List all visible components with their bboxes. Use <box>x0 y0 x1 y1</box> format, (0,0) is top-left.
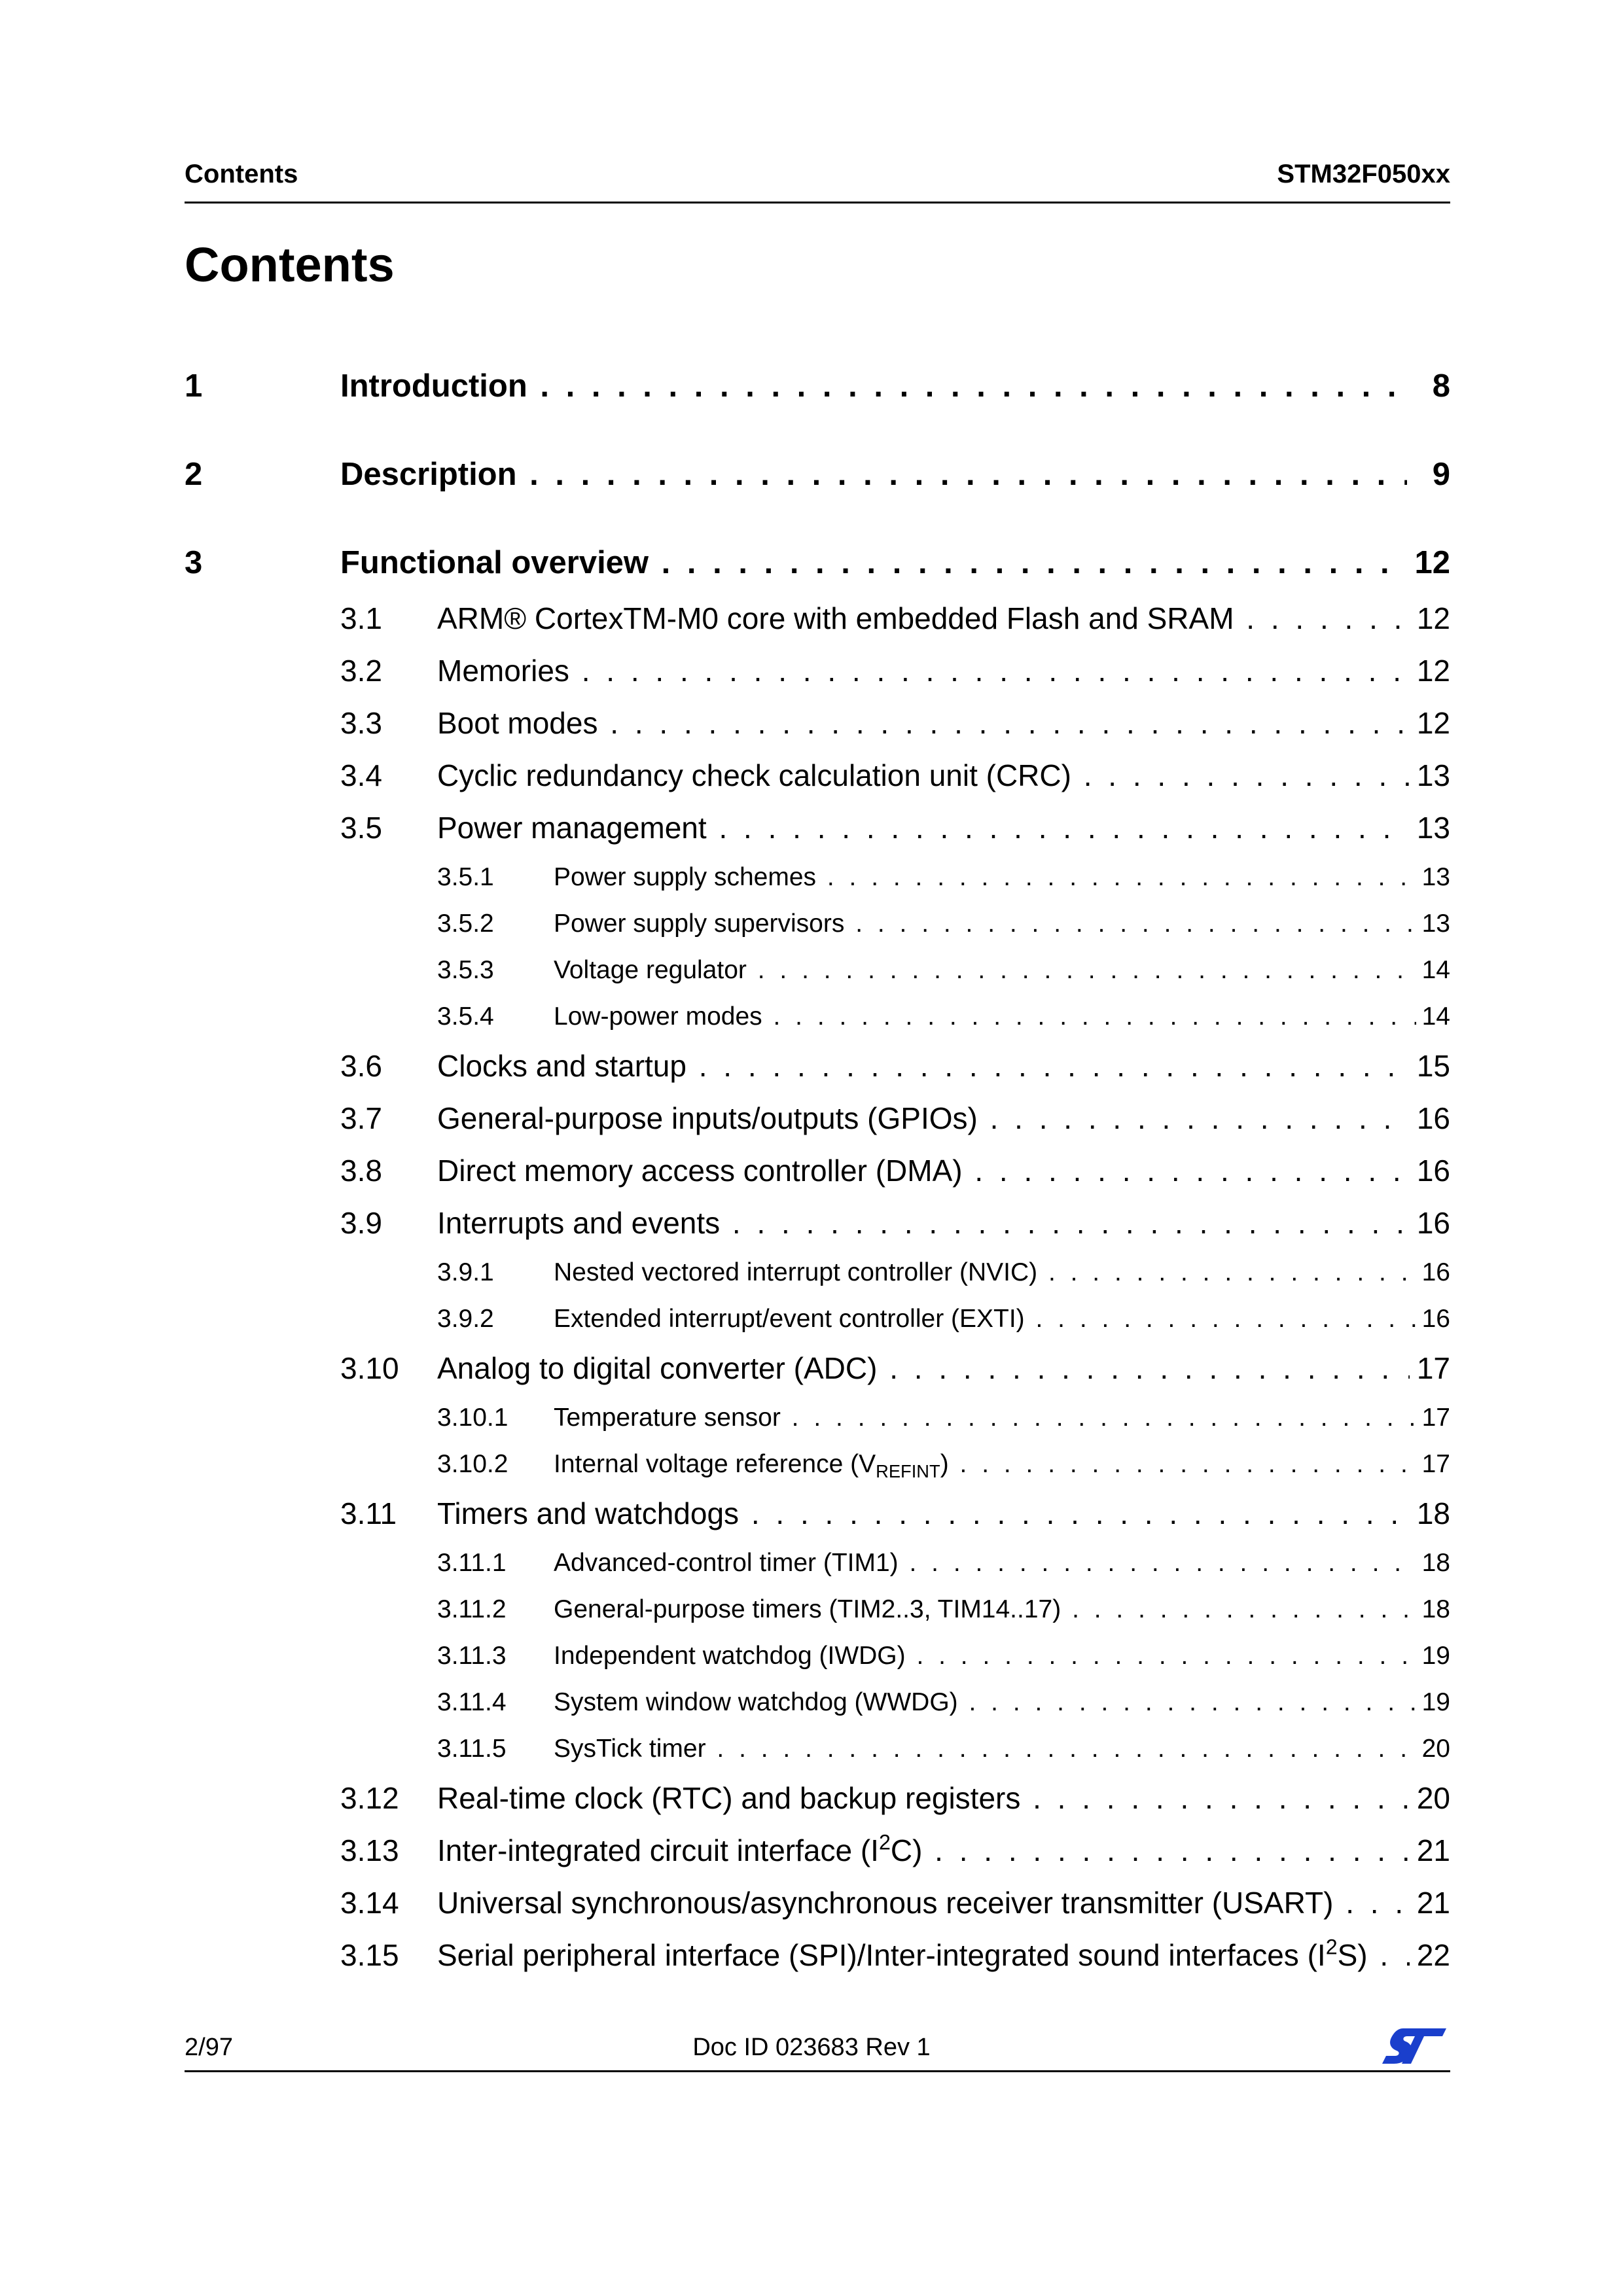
toc-entry-number: 3.11.1 <box>437 1549 507 1577</box>
toc-entry-title: Universal synchronous/asynchronous receiver transmitter (USART) . . . <box>437 1882 1410 1924</box>
running-header <box>185 160 1450 196</box>
toc-entry-title: Clocks and startup . . . <box>437 1045 1410 1087</box>
toc-entry-number: 3.7 <box>340 1101 382 1135</box>
toc-entry-title: Low-power modes . . . <box>554 998 1416 1035</box>
toc-entry-page: 13 <box>1421 863 1450 891</box>
toc-entry[interactable] <box>0 1347 1623 1389</box>
toc-entry[interactable] <box>0 1301 1623 1337</box>
toc-entry[interactable] <box>0 542 1623 584</box>
toc-entry[interactable] <box>0 754 1623 796</box>
toc-entry-title: General-purpose timers (TIM2..3, TIM14..17) . . . <box>554 1591 1416 1628</box>
toc-entry-number: 3.6 <box>340 1049 382 1083</box>
toc-entry-page: 17 <box>1416 1351 1450 1385</box>
toc-entry-page: 21 <box>1416 1886 1450 1920</box>
toc-entry-page: 18 <box>1421 1549 1450 1577</box>
toc-entry[interactable] <box>0 1934 1623 1976</box>
toc-entry-page: 16 <box>1421 1305 1450 1333</box>
toc-entry-page: 9 <box>1432 457 1450 492</box>
toc-entry-number: 3.11.4 <box>437 1688 507 1716</box>
toc-entry[interactable] <box>0 1591 1623 1628</box>
toc-entry-number: 3.10 <box>340 1351 399 1385</box>
toc-entry-page: 17 <box>1421 1450 1450 1478</box>
toc-entry-title: Extended interrupt/event controller (EXTI) . . . <box>554 1301 1416 1337</box>
toc-entry[interactable] <box>0 1545 1623 1581</box>
toc-entry[interactable] <box>0 597 1623 639</box>
toc-entry-number: 3.4 <box>340 758 382 792</box>
toc-entry[interactable] <box>0 453 1623 495</box>
toc-entry[interactable] <box>0 952 1623 989</box>
toc-entry-page: 13 <box>1416 811 1450 845</box>
footer-doc-id: Doc ID 023683 Rev 1 <box>692 2034 931 2061</box>
toc-entry-number: 3.5.3 <box>437 956 494 984</box>
toc-entry[interactable] <box>0 1254 1623 1291</box>
header-part-number: STM32F050xx <box>1277 160 1450 188</box>
toc-entry-page: 18 <box>1421 1595 1450 1623</box>
toc-entry-page: 16 <box>1416 1101 1450 1135</box>
toc-entry-title: Boot modes . . . <box>437 702 1410 744</box>
toc-entry[interactable] <box>0 1731 1623 1767</box>
toc-entry-title: Independent watchdog (IWDG) . . . <box>554 1638 1416 1674</box>
toc-entry[interactable] <box>0 1638 1623 1674</box>
toc-entry-number: 3.14 <box>340 1886 399 1920</box>
toc-entry[interactable] <box>0 859 1623 896</box>
toc-entry-number: 3.10.2 <box>437 1450 508 1478</box>
toc-entry[interactable] <box>0 1882 1623 1924</box>
toc-entry-number: 3.8 <box>340 1154 382 1188</box>
toc-entry-number: 3.5 <box>340 811 382 845</box>
toc-entry-number: 3.5.4 <box>437 1002 494 1031</box>
toc-entry-page: 22 <box>1416 1938 1450 1972</box>
toc-entry-title: Memories . . . <box>437 650 1410 692</box>
toc-entry-page: 16 <box>1416 1206 1450 1240</box>
toc-entry-page: 20 <box>1416 1781 1450 1815</box>
toc-entry-number: 3.11.2 <box>437 1595 507 1623</box>
toc-entry[interactable] <box>0 1150 1623 1192</box>
toc-entry-number: 3.9.2 <box>437 1305 494 1333</box>
toc-entry[interactable] <box>0 1097 1623 1139</box>
toc-entry-page: 8 <box>1432 368 1450 404</box>
toc-entry-title: Cyclic redundancy check calculation unit (CRC) . . . <box>437 754 1410 796</box>
toc-entry-number: 3.9 <box>340 1206 382 1240</box>
toc-entry-number: 3.10.1 <box>437 1404 508 1432</box>
toc-entry-number: 3.11.5 <box>437 1735 507 1763</box>
toc-entry-page: 16 <box>1416 1154 1450 1188</box>
toc-entry[interactable] <box>0 650 1623 692</box>
toc-entry-title: Voltage regulator . . . <box>554 952 1416 989</box>
toc-entry[interactable] <box>0 1777 1623 1819</box>
toc-entry-title: System window watchdog (WWDG) . . . <box>554 1684 1416 1721</box>
toc-entry-title: Interrupts and events . . . <box>437 1202 1410 1244</box>
toc-entry-title: Power supply schemes . . . <box>554 859 1416 896</box>
toc-entry-page: 19 <box>1421 1642 1450 1670</box>
toc-entry-number: 3.11 <box>340 1496 397 1530</box>
toc-entry[interactable] <box>0 1446 1623 1483</box>
toc-entry-title: Serial peripheral interface (SPI)/Inter-integrated sound interfaces $(I^2S)$ . . . <box>437 1934 1410 1976</box>
toc-entry-title: General-purpose inputs/outputs (GPIOs) . . . <box>437 1097 1410 1139</box>
toc-entry-page: 20 <box>1421 1735 1450 1763</box>
toc-entry-page: 13 <box>1421 910 1450 938</box>
toc-entry[interactable] <box>0 807 1623 849</box>
toc-entry-title: ARM® CortexTM-M0 core with embedded Flash and SRAM . . . <box>437 597 1410 639</box>
toc-entry-title: Nested vectored interrupt controller (NVIC) . . . <box>554 1254 1416 1291</box>
toc-entry-title: Advanced-control timer (TIM1) . . . <box>554 1545 1416 1581</box>
toc-entry-page: 13 <box>1416 758 1450 792</box>
toc-entry-page: 14 <box>1421 1002 1450 1031</box>
toc-entry[interactable] <box>0 1684 1623 1721</box>
toc-entry-title: Functional overview . . . <box>340 542 1407 584</box>
toc-entry[interactable] <box>0 998 1623 1035</box>
toc-entry-page: 21 <box>1416 1833 1450 1867</box>
toc-entry-title: Internal voltage reference $(V_{REFINT})$ . . . <box>554 1446 1416 1483</box>
toc-entry-number: 3.9.1 <box>437 1258 494 1286</box>
toc-entry-title: Temperature sensor . . . <box>554 1400 1416 1436</box>
toc-entry-page: 17 <box>1421 1404 1450 1432</box>
footer-page-number: 2/97 <box>185 2034 233 2061</box>
toc-entry[interactable] <box>0 365 1623 407</box>
toc-entry-page: 18 <box>1416 1496 1450 1530</box>
page-title: Contents <box>185 238 395 292</box>
toc-entry-number: 3.5.1 <box>437 863 494 891</box>
toc-entry-page: 19 <box>1421 1688 1450 1716</box>
header-section-title: Contents <box>185 160 298 188</box>
toc-entry-page: 12 <box>1416 601 1450 635</box>
toc-entry-page: 14 <box>1421 956 1450 984</box>
toc-entry-number: 3.3 <box>340 706 382 740</box>
toc-entry-page: 15 <box>1416 1049 1450 1083</box>
toc-entry-number: 3.1 <box>340 601 382 635</box>
toc-entry-number: 3.5.2 <box>437 910 494 938</box>
toc-entry-page: 16 <box>1421 1258 1450 1286</box>
toc-entry-title: Description . . . <box>340 453 1407 495</box>
toc-entry-title: Introduction . . . <box>340 365 1407 407</box>
toc-entry[interactable] <box>0 1829 1623 1871</box>
toc-entry-title: Analog to digital converter (ADC) . . . <box>437 1347 1410 1389</box>
toc-entry-number: 3.15 <box>340 1938 399 1972</box>
toc-entry-number: 3.12 <box>340 1781 399 1815</box>
toc-entry-number: 3.13 <box>340 1833 399 1867</box>
toc-entry-number: 3.11.3 <box>437 1642 507 1670</box>
toc-entry-title: Inter-integrated circuit interface $(I^2C)$ . . . <box>437 1829 1410 1871</box>
toc-entry[interactable] <box>0 1202 1623 1244</box>
footer-rule <box>185 2070 1450 2072</box>
toc-entry-number: 3 <box>185 545 203 580</box>
toc-entry-title: Power supply supervisors . . . <box>554 906 1416 942</box>
toc-entry-title: Timers and watchdogs . . . <box>437 1492 1410 1534</box>
toc-entry-title: Direct memory access controller (DMA) . . . <box>437 1150 1410 1192</box>
toc-entry[interactable] <box>0 702 1623 744</box>
toc-entry-number: 2 <box>185 457 203 492</box>
toc-entry-title: Real-time clock (RTC) and backup registers . . . <box>437 1777 1410 1819</box>
toc-entry[interactable] <box>0 1492 1623 1534</box>
toc-entry[interactable] <box>0 1045 1623 1087</box>
toc-entry-page: 12 <box>1414 545 1450 580</box>
toc-entry[interactable] <box>0 1400 1623 1436</box>
toc-entry[interactable] <box>0 906 1623 942</box>
toc-entry-page: 12 <box>1416 706 1450 740</box>
toc-entry-page: 12 <box>1416 654 1450 688</box>
toc-entry-number: 1 <box>185 368 203 404</box>
header-rule <box>185 202 1450 203</box>
toc-entry-title: Power management . . . <box>437 807 1410 849</box>
toc-entry-title: SysTick timer . . . <box>554 1731 1416 1767</box>
toc-entry-number: 3.2 <box>340 654 382 688</box>
st-logo-icon <box>1381 2026 1450 2066</box>
